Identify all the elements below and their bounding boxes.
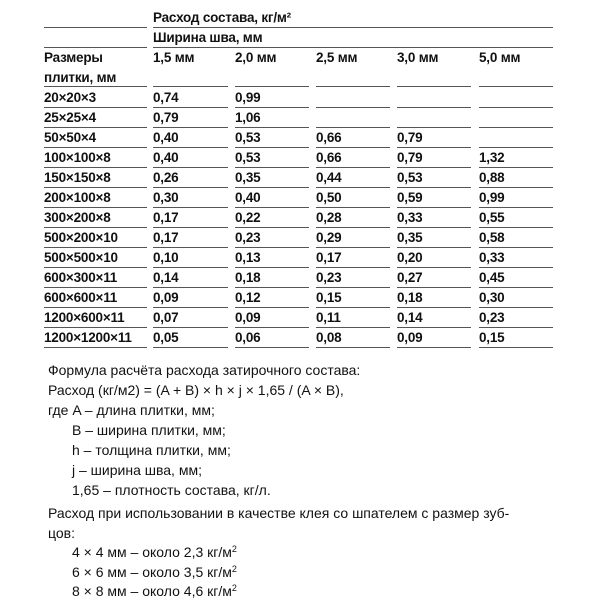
table-row bbox=[44, 128, 554, 148]
consumption-value-cell: 0,22 bbox=[235, 208, 309, 228]
formula-b: B – ширина плитки, мм; bbox=[72, 422, 226, 438]
row-header bbox=[44, 48, 147, 87]
consumption-value-cell: 0,35 bbox=[235, 168, 309, 188]
glue-item-text: 6 × 6 мм – около 3,5 кг/м bbox=[72, 563, 232, 580]
consumption-value-cell: 0,45 bbox=[479, 268, 553, 288]
consumption-value-cell: 0,20 bbox=[397, 248, 471, 268]
formula-where-a: где A – длина плитки, мм; bbox=[48, 402, 215, 418]
tile-size-cell: 600×300×11 bbox=[44, 268, 147, 288]
consumption-value-cell: 0,40 bbox=[235, 188, 309, 208]
consumption-value-cell: 0,99 bbox=[479, 188, 553, 208]
table-row bbox=[44, 228, 554, 248]
glue-item bbox=[48, 543, 509, 563]
consumption-value-cell: 0,12 bbox=[235, 288, 309, 308]
consumption-value-cell bbox=[316, 108, 390, 128]
consumption-value-cell: 0,06 bbox=[235, 328, 309, 348]
consumption-value-cell: 0,23 bbox=[316, 268, 390, 288]
row-header-line1: Размеры bbox=[44, 50, 103, 65]
tile-size-cell: 300×200×8 bbox=[44, 208, 147, 228]
consumption-table bbox=[44, 8, 554, 348]
tile-size-cell: 1200×600×11 bbox=[44, 308, 147, 328]
column-header: 2,5 мм bbox=[316, 48, 390, 87]
glue-item bbox=[48, 563, 509, 583]
table-row bbox=[44, 268, 554, 288]
consumption-value-cell: 0,35 bbox=[397, 228, 471, 248]
glue-intro-line2: цов: bbox=[48, 524, 75, 541]
consumption-value-cell bbox=[479, 88, 553, 108]
tile-size-cell: 50×50×4 bbox=[44, 128, 147, 148]
blank-header-cell bbox=[44, 28, 147, 48]
consumption-value-cell: 0,53 bbox=[235, 128, 309, 148]
consumption-value-cell: 0,53 bbox=[235, 148, 309, 168]
consumption-value-cell: 0,18 bbox=[397, 288, 471, 308]
tile-size-cell: 20×20×3 bbox=[44, 88, 147, 108]
formula-heading: Формула расчёта расхода затирочного состава: bbox=[48, 362, 361, 378]
tile-size-cell: 600×600×11 bbox=[44, 288, 147, 308]
consumption-value-cell: 0,15 bbox=[479, 328, 553, 348]
table-subtitle: Ширина шва, мм bbox=[153, 28, 553, 48]
glue-item-sup: 2 bbox=[231, 563, 237, 574]
glue-item-sup: 2 bbox=[231, 544, 237, 554]
tile-size-cell: 200×100×8 bbox=[44, 188, 147, 208]
formula-density: 1,65 – плотность состава, кг/л. bbox=[72, 482, 271, 498]
consumption-value-cell: 0,09 bbox=[397, 328, 471, 348]
column-header: 5,0 мм bbox=[479, 48, 553, 87]
table-row bbox=[44, 288, 554, 308]
table-row bbox=[44, 88, 554, 108]
glue-consumption-block bbox=[48, 504, 509, 602]
table-title-row bbox=[44, 8, 554, 28]
consumption-value-cell: 0,07 bbox=[153, 308, 228, 328]
tile-size-cell: 150×150×8 bbox=[44, 168, 147, 188]
consumption-value-cell: 0,30 bbox=[479, 288, 553, 308]
tile-size-cell: 1200×1200×11 bbox=[44, 328, 147, 348]
formula-h: h – толщина плитки, мм; bbox=[72, 442, 231, 458]
consumption-value-cell: 0,79 bbox=[397, 148, 471, 168]
consumption-value-cell: 0,88 bbox=[479, 168, 553, 188]
consumption-value-cell: 1,32 bbox=[479, 148, 553, 168]
consumption-value-cell: 0,17 bbox=[153, 208, 228, 228]
table-subtitle-row bbox=[44, 28, 554, 48]
consumption-value-cell: 0,40 bbox=[153, 148, 228, 168]
formula-block bbox=[48, 360, 360, 500]
consumption-value-cell: 0,14 bbox=[397, 308, 471, 328]
glue-intro-line1: Расход при использовании в качестве клея со шпателем с размер зуб- bbox=[48, 505, 510, 521]
table-row bbox=[44, 148, 554, 168]
consumption-value-cell: 0,58 bbox=[479, 228, 553, 248]
consumption-value-cell: 0,44 bbox=[316, 168, 390, 188]
tile-size-cell: 100×100×8 bbox=[44, 148, 147, 168]
consumption-value-cell: 0,27 bbox=[397, 268, 471, 288]
consumption-value-cell: 0,29 bbox=[316, 228, 390, 248]
table-row bbox=[44, 248, 554, 268]
consumption-value-cell: 0,14 bbox=[153, 268, 228, 288]
consumption-value-cell: 0,23 bbox=[235, 228, 309, 248]
consumption-value-cell: 0,66 bbox=[316, 128, 390, 148]
consumption-value-cell: 0,79 bbox=[153, 108, 228, 128]
tile-size-cell: 500×200×10 bbox=[44, 228, 147, 248]
consumption-value-cell: 0,30 bbox=[153, 188, 228, 208]
column-header: 2,0 мм bbox=[235, 48, 309, 87]
consumption-value-cell bbox=[397, 108, 471, 128]
column-header: 3,0 мм bbox=[397, 48, 471, 87]
tile-size-cell: 500×500×10 bbox=[44, 248, 147, 268]
consumption-value-cell: 0,10 bbox=[153, 248, 228, 268]
consumption-value-cell: 0,05 bbox=[153, 328, 228, 348]
consumption-value-cell bbox=[397, 88, 471, 108]
glue-item-sup: 2 bbox=[231, 583, 237, 593]
formula-expression: Расход (кг/м2) = (A + B) × h × j × 1,65 / (A × B), bbox=[48, 382, 344, 398]
consumption-value-cell: 0,33 bbox=[397, 208, 471, 228]
consumption-value-cell: 0,99 bbox=[235, 88, 309, 108]
table-row bbox=[44, 328, 554, 348]
table-row bbox=[44, 308, 554, 328]
consumption-value-cell bbox=[479, 108, 553, 128]
table-body bbox=[44, 88, 554, 348]
consumption-value-cell: 0,08 bbox=[316, 328, 390, 348]
consumption-value-cell: 0,40 bbox=[153, 128, 228, 148]
consumption-value-cell: 0,17 bbox=[153, 228, 228, 248]
consumption-value-cell: 1,06 bbox=[235, 108, 309, 128]
consumption-value-cell: 0,66 bbox=[316, 148, 390, 168]
consumption-value-cell: 0,79 bbox=[397, 128, 471, 148]
consumption-value-cell: 0,26 bbox=[153, 168, 228, 188]
table-row bbox=[44, 208, 554, 228]
consumption-value-cell: 0,74 bbox=[153, 88, 228, 108]
table-row bbox=[44, 108, 554, 128]
consumption-value-cell: 0,09 bbox=[153, 288, 228, 308]
consumption-value-cell: 0,59 bbox=[397, 188, 471, 208]
formula-j: j – ширина шва, мм; bbox=[72, 462, 202, 478]
table-row bbox=[44, 188, 554, 208]
glue-item-text: 4 × 4 мм – около 2,3 кг/м bbox=[72, 544, 232, 560]
consumption-value-cell: 0,28 bbox=[316, 208, 390, 228]
column-header-row bbox=[44, 48, 554, 88]
consumption-value-cell: 0,33 bbox=[479, 248, 553, 268]
table-title: Расход состава, кг/м² bbox=[153, 8, 553, 28]
consumption-value-cell: 0,15 bbox=[316, 288, 390, 308]
glue-item-text: 8 × 8 мм – около 4,6 кг/м bbox=[72, 583, 232, 599]
glue-item bbox=[48, 582, 509, 602]
consumption-value-cell: 0,55 bbox=[479, 208, 553, 228]
consumption-value-cell bbox=[479, 128, 553, 148]
consumption-value-cell: 0,11 bbox=[316, 308, 390, 328]
consumption-value-cell: 0,53 bbox=[397, 168, 471, 188]
consumption-value-cell: 0,50 bbox=[316, 188, 390, 208]
blank-header-cell bbox=[44, 8, 147, 28]
column-header: 1,5 мм bbox=[153, 48, 228, 87]
consumption-value-cell: 0,13 bbox=[235, 248, 309, 268]
table-row bbox=[44, 168, 554, 188]
tile-size-cell: 25×25×4 bbox=[44, 108, 147, 128]
row-header-line2: плитки, мм bbox=[44, 70, 117, 85]
consumption-value-cell: 0,17 bbox=[316, 248, 390, 268]
consumption-value-cell: 0,09 bbox=[235, 308, 309, 328]
consumption-value-cell: 0,23 bbox=[479, 308, 553, 328]
consumption-value-cell bbox=[316, 88, 390, 108]
consumption-value-cell: 0,18 bbox=[235, 268, 309, 288]
